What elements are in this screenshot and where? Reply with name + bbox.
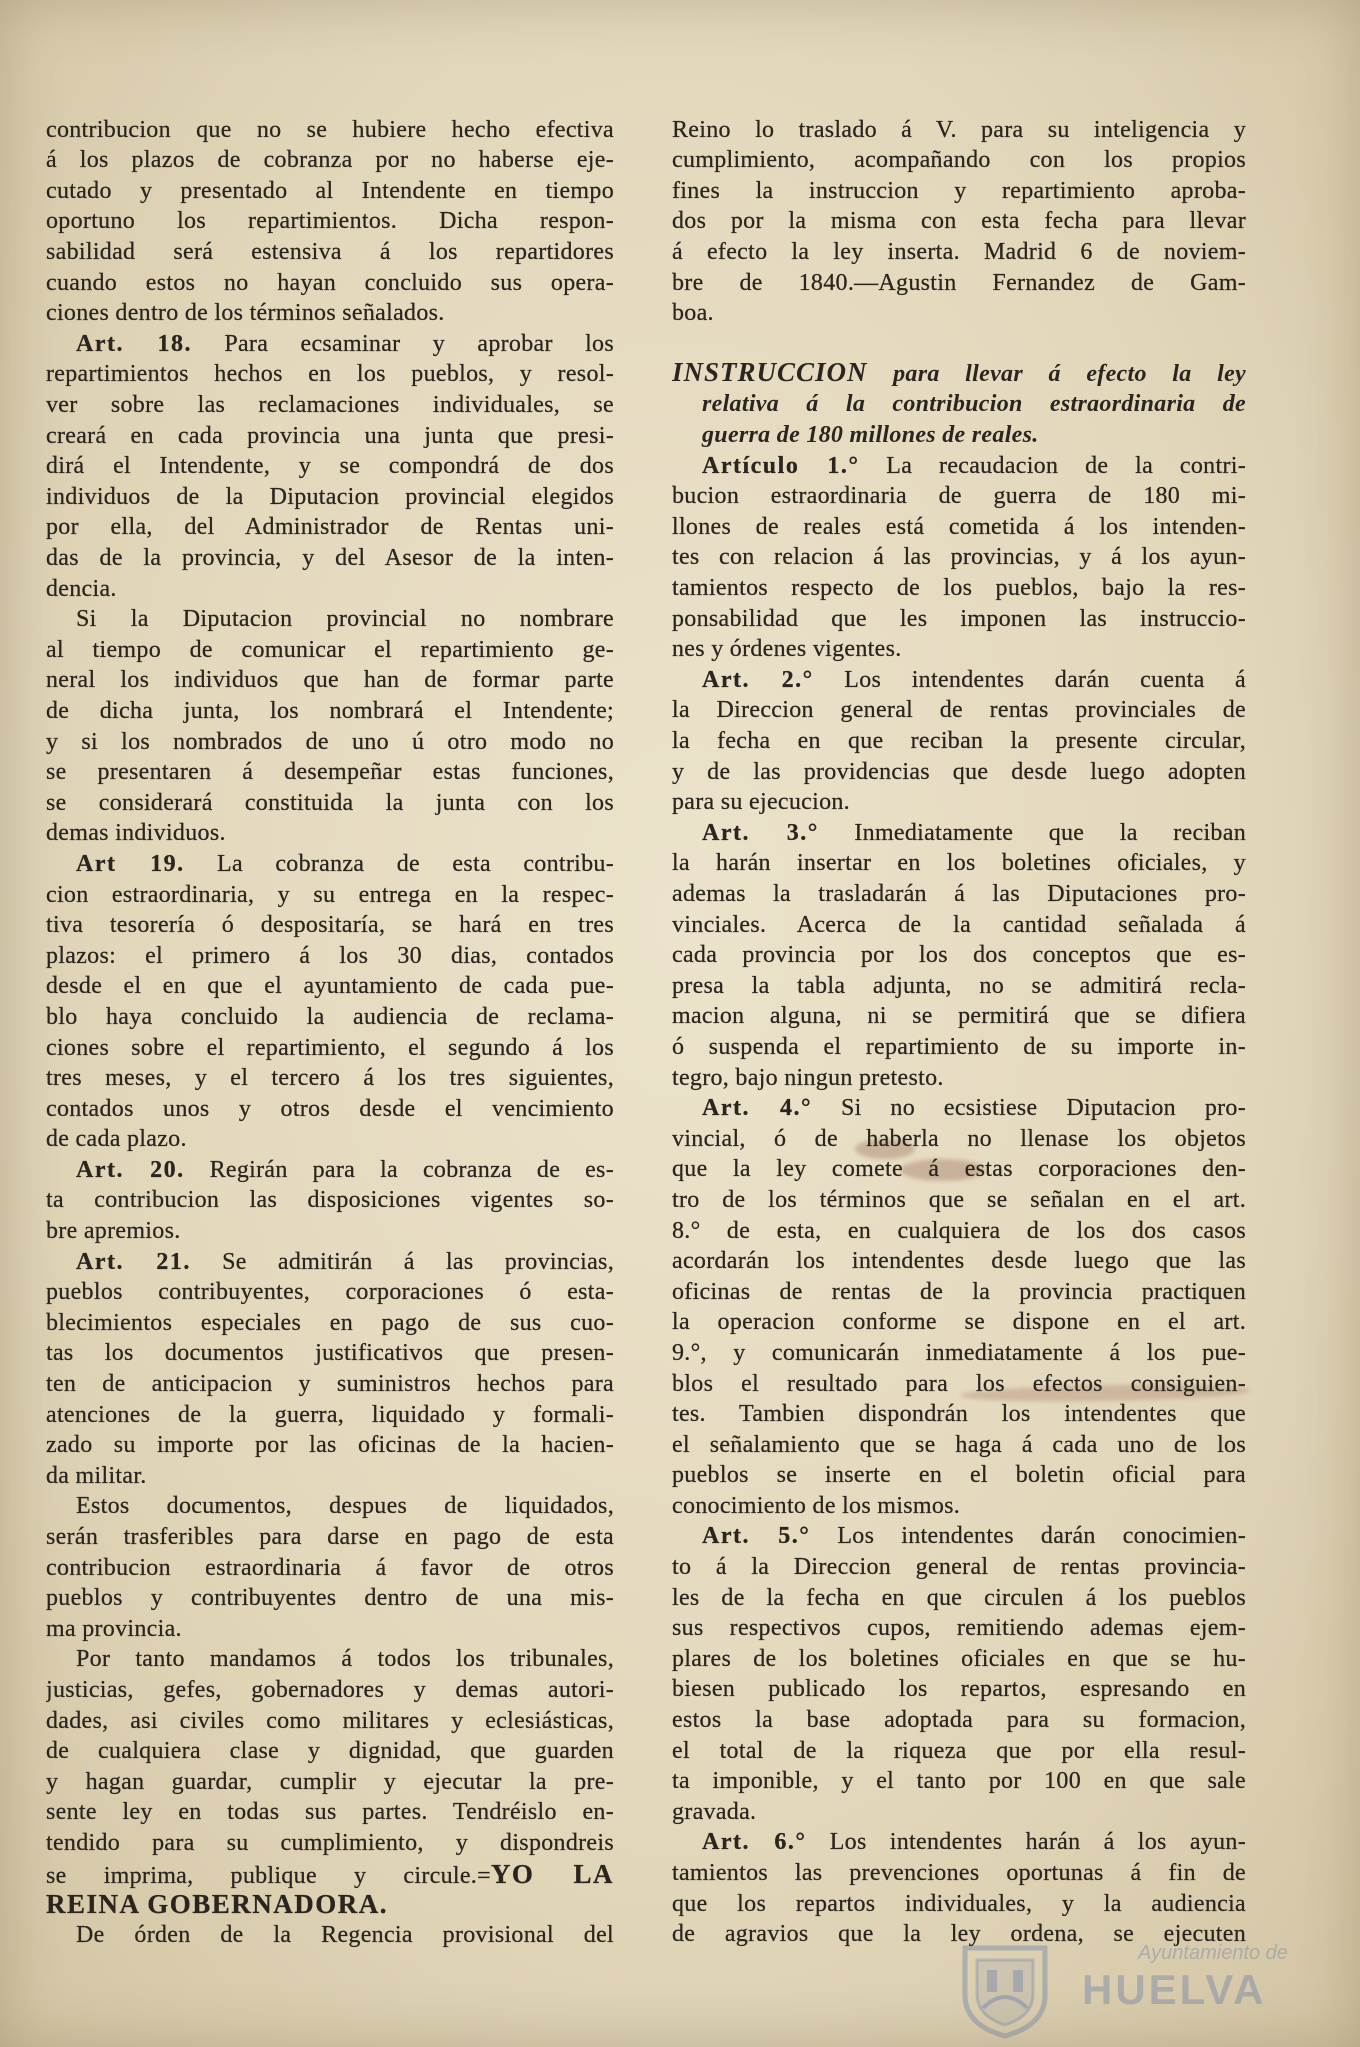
line-text: estos la base adoptada para su formacion, [672,1707,1246,1734]
text-line [46,1859,614,1890]
article-label: Artículo 1.° [702,452,860,479]
text-line [672,1369,1246,1400]
text-line [46,1583,614,1614]
signature-emphasis: REINA GOBERNADORA. [46,1889,389,1920]
right-column-articles [672,451,1246,1950]
article-paragraph [672,665,1246,818]
text-line [672,1307,1246,1338]
line-text: blecimientos especiales en pago de sus cuo- [46,1309,614,1336]
text-line [672,1430,1246,1461]
line-text: tamientos las prevenciones oportunas á fin de [672,1860,1246,1886]
text-line [672,695,1246,726]
line-text: de agravios que la ley ordena, se ejecuten [672,1921,1246,1948]
article-paragraph [672,451,1246,665]
text-line [672,542,1246,573]
text-line [672,1063,1246,1094]
line-text: Por tanto mandamos á todos los tribunales, [76,1646,614,1673]
article-paragraph [672,1521,1246,1827]
line-text: dirá el Intendente, y se compondrá de dos [46,453,614,480]
text-line [46,1614,614,1645]
line-text: tes. Tambien dispondrán los intendentes que [672,1401,1246,1428]
text-line [672,1246,1246,1277]
watermark-line-2: HUELVA [1082,1966,1267,2013]
line-text: atenciones de la guerra, liquidado y formali- [46,1401,614,1428]
article-paragraph [46,849,614,1155]
line-text: ciones dentro de los términos señalados. [46,300,445,327]
line-text: contribucion que no se hubiere hecho efectiva [46,116,614,143]
line-text: y hagan guardar, cumplir y ejecutar la pre- [46,1768,614,1795]
text-line [672,145,1246,176]
line-text: bre apremios. [46,1218,181,1245]
heading-line [672,420,1246,452]
line-text: da militar. [46,1462,147,1489]
text-line [46,1338,614,1369]
text-line [672,298,1246,329]
text-line [672,1705,1246,1736]
text-line [46,1033,614,1064]
line-text: justicias, gefes, gobernadores y demas autori- [46,1676,614,1703]
line-text: plazos: el primero á los 30 dias, contados [46,942,614,969]
text-line [46,849,614,880]
line-text: la harán insertar en los boletines oficiales, y [672,850,1246,877]
line-text: y si los nombrados de uno ú otro modo no [46,728,614,755]
text-line [46,818,614,849]
coat-of-arms-icon [955,1940,1055,2040]
line-text: contados unos y otros desde el vencimiento [46,1095,614,1122]
line-text: repartimientos hechos en los pueblos, y resol- [46,361,614,388]
text-line [46,482,614,513]
text-line [672,512,1246,543]
line-text: blos el resultado para los efectos consiguien- [672,1370,1246,1397]
text-line [672,268,1246,299]
line-text: para su ejecucion. [672,789,850,816]
line-text: creará en cada provincia una junta que presi- [46,422,614,449]
line-text: tiva tesorería ó despositaría, se hará en tres [46,912,614,939]
heading-text: relativa á la contribucion estraordinaria de [702,390,1246,417]
line-text: el total de la riqueza que por ella resul- [672,1737,1246,1764]
text-line [672,1216,1246,1247]
paragraph [46,604,614,849]
text-line [672,910,1246,941]
line-text: Los intendentes darán conocimien- [837,1523,1246,1550]
line-text: ponsabilidad que les imponen las instruccio- [672,605,1246,632]
paragraph [672,115,1246,329]
line-text: zado su importe por las oficinas de la hacien- [46,1432,614,1459]
text-line [46,574,614,605]
line-text: desde el en que el ayuntamiento de cada pue- [46,973,614,1000]
article-label: Art. 2.° [702,666,814,693]
text-line [46,1185,614,1216]
line-text: el señalamiento que se haga á cada uno de los [672,1431,1246,1458]
text-line [46,1828,614,1859]
text-line [46,1767,614,1798]
text-line [46,421,614,452]
line-text: se presentaren á desempeñar estas funciones, [46,759,614,786]
text-line [672,1277,1246,1308]
line-text: á efecto la ley inserta. Madrid 6 de noviem- [672,239,1246,266]
text-line [672,726,1246,757]
line-text: to á la Direccion general de rentas provincia- [672,1554,1246,1581]
line-text: la Direccion general de rentas provinciales de [672,697,1246,724]
line-text: pueblos contribuyentes, corporaciones ó esta- [46,1279,614,1306]
left-column [46,115,614,1951]
article-paragraph [672,818,1246,1093]
article-label: Art. 4.° [702,1095,813,1122]
text-line [672,1552,1246,1583]
text-line [672,1460,1246,1491]
text-line [672,1919,1246,1950]
line-text: dencia. [46,575,117,602]
line-text: oportuno los repartimientos. Dicha respon- [46,208,614,235]
heading-line [672,357,1246,389]
article-label: Art. 18. [76,330,192,357]
text-line [672,940,1246,971]
text-line [46,1063,614,1094]
text-line [46,1461,614,1492]
line-text: llones de reales está cometida á los intenden- [672,513,1246,540]
text-line [672,634,1246,665]
text-line [46,1216,614,1247]
text-line [46,971,614,1002]
text-line [672,1001,1246,1032]
line-text: ma provincia. [46,1615,182,1642]
article-label: Art. 21. [76,1248,191,1275]
text-line [672,237,1246,268]
line-text: tendido para su cumplimiento, y dispondreis [46,1829,614,1856]
line-text: cada provincia por los dos conceptos que es- [672,942,1246,969]
text-line [672,1858,1246,1889]
line-text: sabilidad será estensiva á los repartidores [46,239,614,266]
text-line [672,451,1246,482]
text-line [46,451,614,482]
line-text: ta imponible, y el tanto por 100 en que sale [672,1768,1246,1795]
text-line [46,635,614,666]
text-line [672,818,1246,849]
article-label: Art. 6.° [702,1829,807,1856]
line-text: macion alguna, ni se permitirá que se difiera [672,1003,1246,1030]
instruction-heading [672,357,1246,452]
line-text: Si la Diputacion provincial no nombrare [76,606,614,633]
right-column-opening [672,115,1246,329]
text-line [672,1124,1246,1155]
text-line [672,1399,1246,1430]
text-line [46,696,614,727]
line-text: cion estraordinaria, y su entrega en la respec- [46,881,614,908]
line-text: Para ecsaminar y aprobar los [224,330,614,357]
text-line [672,1154,1246,1185]
line-text: bucion estraordinaria de guerra de 180 mi- [672,483,1246,510]
line-text: vinciales. Acerca de la cantidad señalada á [672,911,1246,938]
line-text: tro de los términos que se señalan en el art. [672,1186,1246,1213]
paragraph [46,1644,614,1919]
line-text: que la ley comete á estas corporaciones den- [672,1156,1246,1183]
text-line [672,1736,1246,1767]
text-line [46,1094,614,1125]
text-line [672,573,1246,604]
text-line [46,1430,614,1461]
line-text: La cobranza de esta contribu- [217,850,614,877]
article-paragraph [46,1247,614,1492]
heading-text: guerra de 180 millones de reales. [702,422,1039,448]
text-line [672,1583,1246,1614]
line-text: presa la tabla adjunta, no se admitirá recla- [672,972,1246,999]
text-line [672,1521,1246,1552]
line-text: Reino lo traslado á V. para su inteligencia y [672,116,1246,143]
text-line [672,848,1246,879]
line-text: dos por la misma con esta fecha para llevar [672,208,1246,235]
watermark-line-1: Ayuntamiento de [1138,1942,1288,1964]
text-line [46,1002,614,1033]
text-line [672,1644,1246,1675]
line-text: De órden de la Regencia provisional del [76,1921,614,1948]
text-line [46,1644,614,1675]
heading-line [672,389,1246,421]
text-line [46,115,614,146]
line-text: Se admitirán á las provincias, [222,1248,614,1275]
text-line [46,1155,614,1186]
text-line [46,390,614,421]
text-line [46,298,614,329]
article-paragraph [46,1155,614,1247]
line-text: pueblos se inserte en el boletin oficial para [672,1462,1246,1489]
line-text: Estos documentos, despues de liquidados, [76,1493,614,1520]
line-text: la operacion conforme se dispone en el art. [672,1309,1246,1336]
line-text: dades, asi civiles como militares y eclesiásticas, [46,1707,614,1734]
line-text: por ella, del Administrador de Rentas uni- [46,514,614,541]
text-line [46,1522,614,1553]
text-line [46,1920,614,1951]
text-line [672,787,1246,818]
line-text: ademas la trasladarán á las Diputaciones pro- [672,881,1246,907]
text-line [672,1613,1246,1644]
paragraph [46,1491,614,1644]
line-text: tamientos respecto de los pueblos, bajo la res- [672,575,1246,602]
line-text: Si no ecsistiese Diputacion pro- [840,1095,1246,1122]
line-text: fines la instruccion y repartimiento aproba- [672,177,1246,204]
text-line [46,757,614,788]
text-line [672,1032,1246,1063]
article-label: Art. 3.° [702,819,819,846]
watermark [950,1936,1290,2042]
article-paragraph [46,329,614,604]
text-line [672,1674,1246,1705]
line-text: individuos de la Diputacion provincial elegidos [46,483,614,510]
paragraph [46,1920,614,1951]
article-label: Art. 20. [76,1156,185,1183]
line-text: demas individuos. [46,820,226,847]
line-text: de dicha junta, los nombrará el Intendente; [46,697,614,724]
line-text: nes y órdenes vigentes. [672,636,902,663]
line-text: neral los individuos que han de formar parte [46,667,614,694]
text-line [672,1889,1246,1920]
article-paragraph [672,1827,1246,1949]
text-line [46,1369,614,1400]
paragraph [46,115,614,329]
text-line [46,1675,614,1706]
text-line [672,604,1246,635]
line-text: que los repartos individuales, y la audiencia [672,1890,1246,1917]
text-line [672,1827,1246,1858]
line-text: ciones sobre el repartimiento, el segundo á los [46,1034,614,1061]
text-line [46,268,614,299]
text-line [672,665,1246,696]
text-line [46,788,614,819]
text-line [672,1093,1246,1124]
line-text: 8.° de esta, en cualquiera de los dos casos [672,1217,1246,1244]
line-text: boa. [672,300,714,327]
line-text: Regirán para la cobranza de es- [209,1156,614,1183]
line-text: Inmediatamente que la reciban [854,819,1246,846]
text-line [672,971,1246,1002]
heading-text: para llevar á efecto la ley [893,361,1246,387]
text-line [672,1766,1246,1797]
text-line [672,1491,1246,1522]
text-line [46,1247,614,1278]
line-text: tegro, bajo ningun pretesto. [672,1064,944,1091]
line-text: 9.°, y comunicarán inmediatamente á los pue- [672,1339,1246,1366]
line-text: serán trasferibles para darse en pago de esta [46,1524,614,1550]
text-line [46,1797,614,1828]
line-text: plares de los boletines oficiales en que se hu- [672,1645,1246,1672]
line-text: pueblos y contribuyentes dentro de una mis- [46,1585,614,1612]
line-text: ten de anticipacion y suministros hechos para [46,1371,614,1398]
line-text: la fecha en que reciban la presente circular, [672,728,1246,755]
line-text: se considerará constituida la junta con los [46,789,614,816]
text-line [46,604,614,635]
text-line [672,757,1246,788]
text-line [46,543,614,574]
text-line [46,359,614,390]
text-line [46,1400,614,1431]
text-line [46,237,614,268]
line-text: Los intendentes harán á los ayun- [829,1829,1246,1856]
line-text: tas los documentos justificativos que presen- [46,1340,614,1367]
line-text: ver sobre las reclamaciones individuales, se [46,392,614,419]
line-text: y de las providencias que desde luego adopten [672,758,1246,785]
line-text: das de la provincia, y del Asesor de la inten- [46,545,614,571]
line-text: vincial, ó de haberla no llenase los objetos [672,1125,1246,1152]
text-line [672,115,1246,146]
text-line [672,176,1246,207]
line-text: les de la fecha en que circulen á los pueblos [672,1584,1246,1611]
article-label: Art. 5.° [702,1523,811,1550]
line-text: á los plazos de cobranza por no haberse eje- [46,147,614,174]
text-line [46,941,614,972]
text-line [46,1889,614,1920]
text-line [46,145,614,176]
line-text: ó suspenda el repartimiento de su importe in- [672,1033,1246,1060]
line-text: cutado y presentado al Intendente en tiempo [46,177,614,204]
line-text: blo haya concluido la audiencia de reclama- [46,1003,614,1030]
line-text: oficinas de rentas de la provincia practiquen [672,1278,1246,1305]
text-line [672,1185,1246,1216]
line-text: cumplimiento, acompañando con los propios [672,147,1246,174]
line-text: de cada plazo. [46,1126,187,1153]
text-line [46,1553,614,1584]
signature-emphasis: YO LA [490,1858,614,1889]
line-text: tres meses, y el tercero á los tres siguientes, [46,1065,614,1092]
line-text: sus respectivos cupos, remitiendo ademas ejem- [672,1615,1246,1642]
line-text: de cualquiera clase y dignidad, que guarden [46,1738,614,1765]
line-text: Los intendentes darán cuenta á [844,666,1246,693]
line-text: biesen publicado los repartos, espresando en [672,1676,1246,1703]
line-text: tes con relacion á las provincias, y á los ayun- [672,544,1246,571]
line-text: conocimiento de los mismos. [672,1492,961,1519]
line-text: ta contribucion las disposiciones vigentes so- [46,1187,614,1214]
text-line [672,206,1246,237]
line-text: se imprima, publique y circule.= [46,1862,491,1889]
article-label: Art 19. [76,850,185,877]
text-line [46,176,614,207]
line-text: al tiempo de comunicar el repartimiento ge- [46,636,614,663]
text-line [46,1308,614,1339]
line-text: sente ley en todas sus partes. Tendréislo en- [46,1799,614,1826]
text-line [672,1797,1246,1828]
text-line [46,1706,614,1737]
text-line [46,880,614,911]
text-line [46,329,614,360]
text-line [672,879,1246,910]
text-line [46,512,614,543]
text-line [672,481,1246,512]
text-line [46,1491,614,1522]
line-text: gravada. [672,1798,757,1825]
text-line [46,727,614,758]
text-line [46,910,614,941]
line-text: La recaudacion de la contri- [886,452,1246,479]
line-text: cuando estos no hayan concluido sus opera- [46,269,614,296]
text-line [672,1338,1246,1369]
heading-title: INSTRUCCION [672,357,868,387]
text-line [46,665,614,696]
line-text: bre de 1840.—Agustin Fernandez de Gam- [672,269,1246,296]
line-text: acordarán los intendentes desde luego que las [672,1248,1246,1275]
text-line [46,1124,614,1155]
text-line [46,1736,614,1767]
line-text: contribucion estraordinaria á favor de otros [46,1554,614,1581]
text-line [46,1277,614,1308]
text-line [46,206,614,237]
article-paragraph [672,1093,1246,1521]
